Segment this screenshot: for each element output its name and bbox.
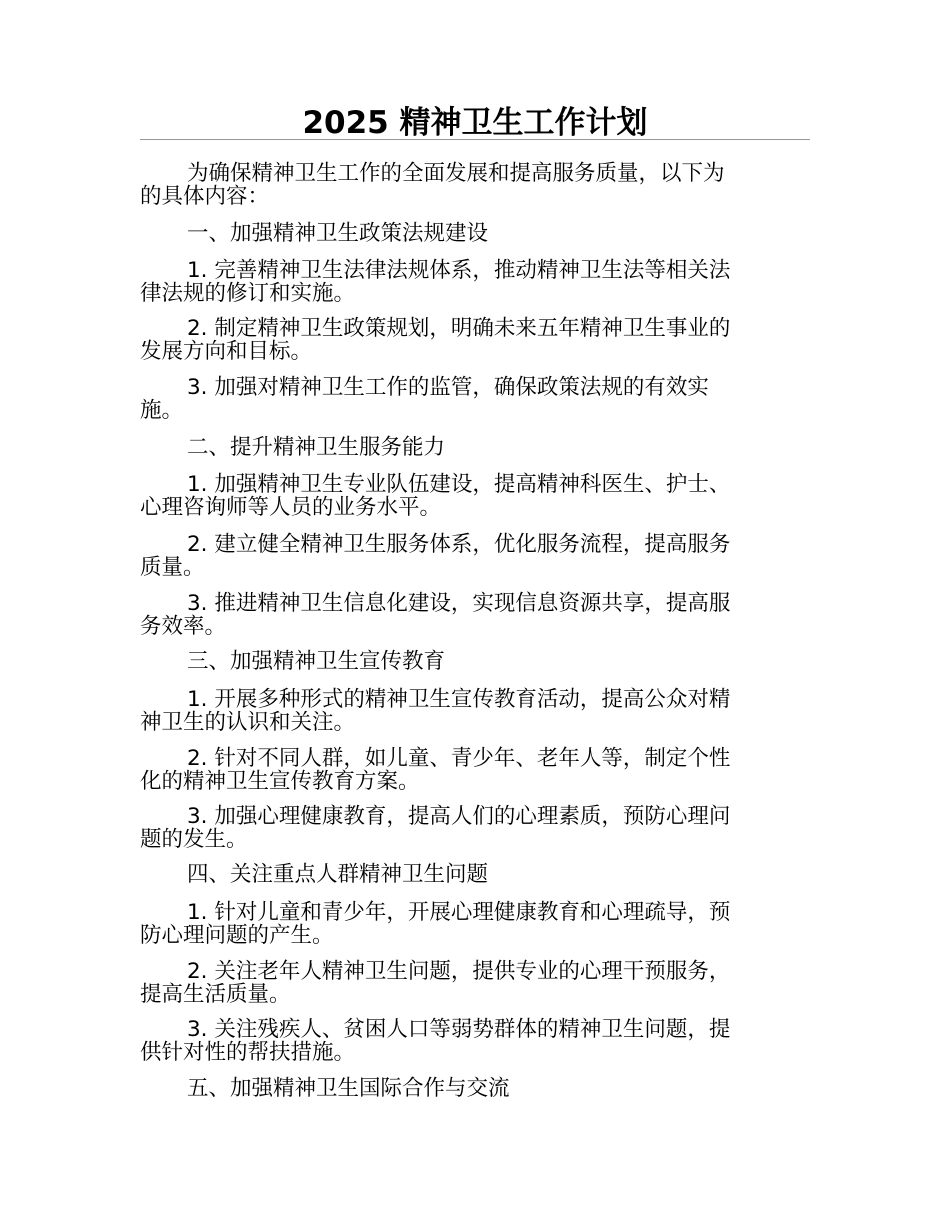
section-3-item-2 (140, 747, 810, 793)
section-1-item-1 (140, 259, 810, 305)
section-heading-5: 五、加强精神卫生国际合作与交流 (187, 1076, 510, 1101)
item-line: 1. 完善精神卫生法律法规体系，推动精神卫生法等相关法 (187, 258, 731, 283)
section-4-item-2 (140, 960, 810, 1006)
item-line: 发展方向和目标。 (140, 339, 313, 364)
section-heading-2: 二、提升精神卫生服务能力 (187, 435, 446, 460)
item-line: 防心理问题的产生。 (140, 923, 334, 948)
item-line: 题的发生。 (140, 827, 248, 852)
intro-line-2: 的具体内容： (140, 184, 270, 209)
title-underline (140, 139, 810, 140)
item-line: 供针对性的帮扶措施。 (140, 1040, 356, 1065)
item-line: 律法规的修订和实施。 (140, 281, 356, 306)
document-title: 2025 精神卫生工作计划 (302, 105, 648, 141)
item-line: 2. 建立健全精神卫生服务体系，优化服务流程，提高服务 (187, 532, 731, 557)
item-line: 2. 制定精神卫生政策规划，明确未来五年精神卫生事业的 (187, 316, 731, 341)
intro-line-1: 为确保精神卫生工作的全面发展和提高服务质量，以下为 (187, 161, 725, 186)
section-2-item-3 (140, 592, 810, 638)
item-line: 3. 加强心理健康教育，提高人们的心理素质，预防心理问 (187, 804, 731, 829)
section-3-item-3 (140, 805, 810, 851)
section-3-item-1 (140, 688, 810, 734)
section-2-item-2 (140, 533, 810, 579)
section-4-item-1 (140, 901, 810, 947)
item-line: 质量。 (140, 555, 205, 580)
section-1-item-2 (140, 317, 810, 363)
item-line: 2. 关注老年人精神卫生问题，提供专业的心理干预服务， (187, 959, 731, 984)
item-line: 化的精神卫生宣传教育方案。 (140, 769, 420, 794)
section-2-item-1 (140, 473, 810, 519)
item-line: 务效率。 (140, 614, 227, 639)
section-heading-4: 四、关注重点人群精神卫生问题 (187, 862, 489, 887)
item-line: 1. 开展多种形式的精神卫生宣传教育活动，提高公众对精 (187, 687, 731, 712)
item-line: 施。 (140, 398, 184, 423)
section-4-item-3 (140, 1018, 810, 1064)
item-line: 提高生活质量。 (140, 982, 291, 1007)
item-line: 心理咨询师等人员的业务水平。 (140, 495, 442, 520)
section-heading-3: 三、加强精神卫生宣传教育 (187, 649, 446, 674)
item-line: 1. 加强精神卫生专业队伍建设，提高精神科医生、护士、 (187, 472, 731, 497)
item-line: 3. 推进精神卫生信息化建设，实现信息资源共享，提高服 (187, 591, 731, 616)
item-line: 3. 关注残疾人、贫困人口等弱势群体的精神卫生问题，提 (187, 1017, 731, 1042)
item-line: 1. 针对儿童和青少年，开展心理健康教育和心理疏导，预 (187, 900, 731, 925)
item-line: 3. 加强对精神卫生工作的监管，确保政策法规的有效实 (187, 375, 709, 400)
section-1-item-3 (140, 376, 810, 422)
item-line: 神卫生的认识和关注。 (140, 710, 356, 735)
item-line: 2. 针对不同人群，如儿童、青少年、老年人等，制定个性 (187, 746, 731, 771)
intro-paragraph (140, 162, 810, 208)
section-heading-1: 一、加强精神卫生政策法规建设 (187, 221, 489, 246)
